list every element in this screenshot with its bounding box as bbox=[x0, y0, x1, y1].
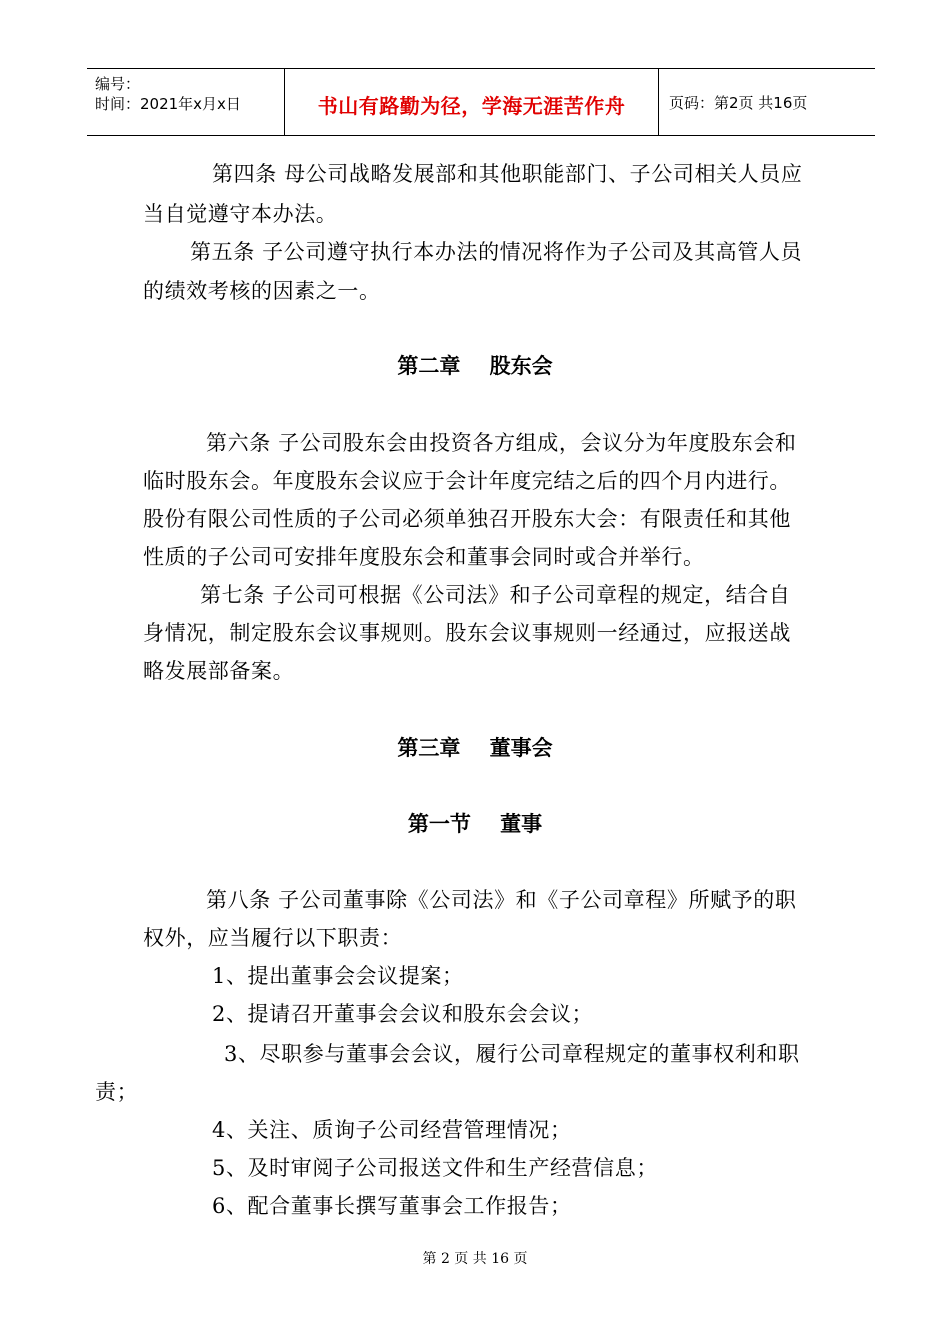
time-label: 时间：2021年x月x日 bbox=[95, 95, 241, 113]
article-6-line-1: 第六条 子公司股东会由投资各方组成，会议分为年度股东会和 bbox=[206, 431, 797, 455]
article-7-line-2: 身情况，制定股东会议事规则。股东会议事规则一经通过，应报送战 bbox=[143, 621, 791, 645]
duty-item-4: 4、关注、质询子公司经营管理情况； bbox=[212, 1118, 572, 1142]
section-1-heading: 第一节 董事 bbox=[407, 812, 543, 836]
article-6-line-4: 性质的子公司可安排年度股东会和董事会同时或合并举行。 bbox=[143, 545, 705, 569]
article-6-line-2: 临时股东会。年度股东会议应于会计年度完结之后的四个月内进行。 bbox=[143, 469, 791, 493]
header-motto: 书山有路勤为径，学海无涯苦作舟 bbox=[317, 93, 626, 118]
article-8-line-2: 权外，应当履行以下职责： bbox=[143, 926, 403, 950]
article-5-line-1: 第五条 子公司遵守执行本办法的情况将作为子公司及其高管人员 bbox=[190, 240, 803, 264]
chapter-2-heading: 第二章 股东会 bbox=[397, 354, 553, 378]
duty-item-2: 2、提请召开董事会会议和股东会会议； bbox=[212, 1002, 594, 1026]
article-6-line-3: 股份有限公司性质的子公司必须单独召开股东大会：有限责任和其他 bbox=[143, 507, 791, 531]
article-7-line-3: 略发展部备案。 bbox=[143, 659, 295, 683]
duty-item-3: 3、尽职参与董事会会议，履行公司章程规定的董事权利和职 bbox=[224, 1042, 800, 1066]
header-motto-cell bbox=[285, 69, 659, 135]
article-7-line-1: 第七条 子公司可根据《公司法》和子公司章程的规定，结合自 bbox=[200, 583, 791, 607]
page-footer: 第 2 页 共 16 页 bbox=[422, 1251, 528, 1267]
article-8-line-1: 第八条 子公司董事除《公司法》和《子公司章程》所赋予的职 bbox=[206, 888, 797, 912]
header-page-cell bbox=[659, 69, 875, 135]
article-5-line-2: 的绩效考核的因素之一。 bbox=[143, 279, 381, 303]
article-4-line-2: 当自觉遵守本办法。 bbox=[143, 202, 338, 226]
number-label: 编号： bbox=[95, 75, 141, 93]
chapter-3-heading: 第三章 董事会 bbox=[397, 736, 553, 760]
header-meta bbox=[87, 69, 285, 135]
header-page-label: 页码：第2页 共16页 bbox=[669, 93, 808, 112]
page-header bbox=[87, 68, 875, 136]
duty-item-5: 5、及时审阅子公司报送文件和生产经营信息； bbox=[212, 1156, 658, 1180]
duty-item-3-continued: 责； bbox=[95, 1080, 139, 1104]
duty-item-6: 6、配合董事长撰写董事会工作报告； bbox=[212, 1194, 572, 1218]
article-4-line-1: 第四条 母公司战略发展部和其他职能部门、子公司相关人员应 bbox=[212, 162, 803, 186]
duty-item-1: 1、提出董事会会议提案； bbox=[212, 964, 464, 988]
